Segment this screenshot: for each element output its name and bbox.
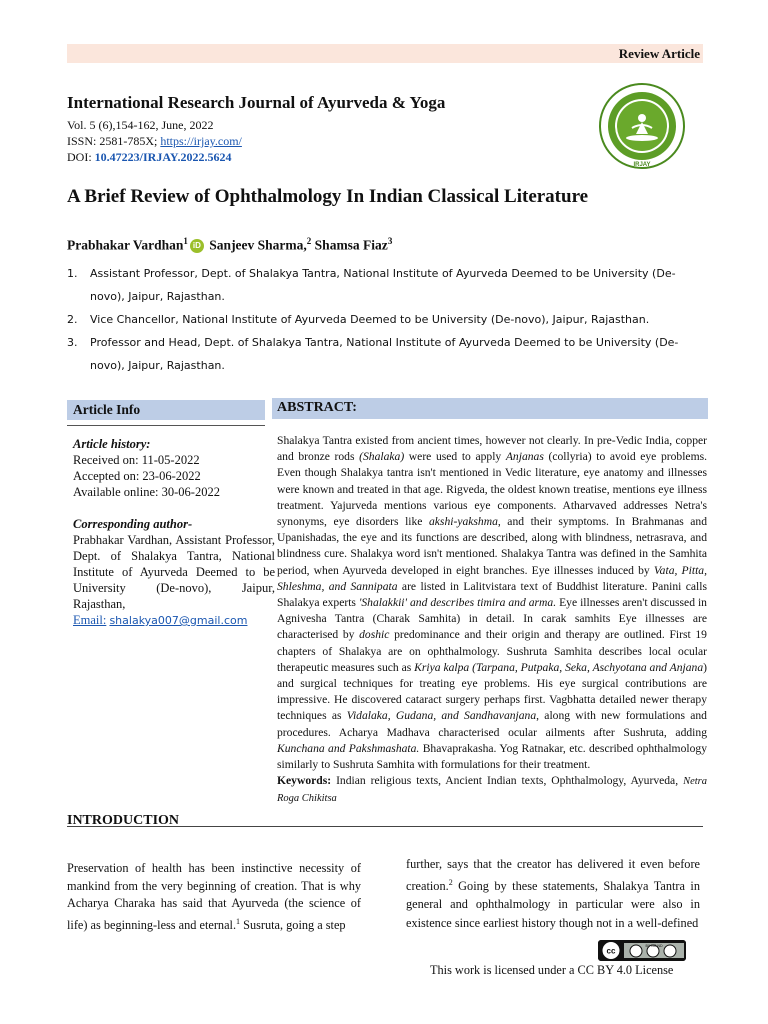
introduction-left-column (67, 860, 361, 935)
author-name: Sanjeev Sharma, (209, 237, 307, 253)
cc-license-icon[interactable] (598, 940, 686, 961)
email-label: Email: (73, 613, 107, 627)
intro-text: Going by these statements, Shalakya Tantra in general and ophthalmology in particular were also in existence since earliest history though not in a well-defined (406, 878, 700, 930)
citation-marker[interactable]: 2 (448, 877, 453, 887)
abstract-italic-term: Vata, Pitta, Shleshma, and Sannipata (277, 563, 707, 593)
keywords-line (277, 773, 707, 807)
received-date: Received on: 11-05-2022 (73, 453, 200, 467)
abstract-italic-term: 'Shalakkii' and describes timira and arma. (358, 596, 557, 610)
author-affil-number: 1 (183, 236, 188, 246)
journal-link[interactable]: https://irjay.com/ (160, 134, 242, 148)
intro-text: Preservation of health has been instinctive necessity of mankind from the very beginning of creation. That is why Acharya Charaka has said that Ayurveda (the science of life) as beginning-less and eternal. (67, 861, 361, 933)
logo-acronym: IRJAY (633, 162, 651, 168)
introduction-heading: INTRODUCTION (67, 813, 180, 828)
journal-title: International Research Journal of Ayurveda & Yoga (67, 93, 446, 112)
online-date: Available online: 30-06-2022 (73, 485, 220, 499)
abstract-italic-term: (Shalaka) (359, 450, 405, 464)
cc-badge-labels: BY NC ND (645, 944, 663, 948)
abstract-heading: ABSTRACT: (272, 398, 708, 419)
issn-line (67, 133, 242, 149)
abstract-italic-term: Anjanas (505, 450, 544, 464)
keywords-text: Indian religious texts, Ancient Indian texts, Ophthalmology, Ayurveda, (331, 774, 684, 788)
email-line (73, 612, 275, 629)
affiliation-text: Professor and Head, Dept. of Shalakya Tantra, National Institute of Ayurveda Deemed to be University (De-novo), Jaipur, Rajasthan. (90, 336, 679, 372)
intro-text: Susruta, going a step (240, 918, 346, 933)
article-info-body (73, 436, 275, 629)
header-band (67, 44, 703, 63)
license-text: This work is licensed under a CC BY 4.0 License (430, 963, 674, 977)
affiliation-item (67, 262, 707, 308)
doi-link[interactable]: 10.47223/IRJAY.2022.5624 (94, 150, 232, 164)
volume-line: Vol. 5 (6),154-162, June, 2022 (67, 118, 214, 132)
author-affil-number: 3 (387, 236, 393, 246)
citation-marker[interactable]: 1 (236, 917, 241, 927)
svg-text:cc: cc (606, 946, 616, 956)
corresponding-author-text: Prabhakar Vardhan, Assistant Professor, Dept. of Shalakya Tantra, National Institute of Ayurveda Deemed to be University (De-novo), Jaipur, Rajasthan, (73, 533, 275, 611)
orcid-icon[interactable]: iD (190, 239, 204, 253)
journal-logo (598, 82, 686, 170)
article-info-heading: Article Info (67, 400, 265, 420)
paper-title: A Brief Review of Ophthalmology In Indian Classical Literature (67, 186, 589, 207)
doi-label: DOI: (67, 150, 95, 164)
author-affil-number: 2 (306, 236, 312, 246)
affiliation-number: 2. (67, 313, 78, 326)
accepted-date: Accepted on: 23-06-2022 (73, 469, 201, 483)
introduction-right-column (406, 855, 700, 932)
affiliation-item (67, 331, 707, 377)
abstract-body (277, 433, 707, 808)
article-history-label: Article history: (73, 437, 151, 451)
author-name: Shamsa Fiaz (314, 237, 388, 253)
affiliation-list (67, 262, 707, 377)
corresponding-author-label: Corresponding author- (73, 517, 193, 531)
email-link[interactable]: shalakya007@gmail.com (109, 614, 248, 627)
intro-text: further, says that the creator has delivered it even before creation. (406, 857, 700, 893)
divider (67, 425, 265, 426)
abstract-italic-term: Kunchana and Pakshmashata. (277, 741, 420, 755)
abstract-italic-term: doshic (359, 628, 390, 642)
affiliation-item (67, 308, 707, 331)
abstract-italic-term: akshi-yakshma (428, 515, 498, 529)
abstract-italic-term: Vidalaka, Gudana, and Sandhavanjana (346, 709, 537, 723)
affiliation-number: 3. (67, 336, 78, 349)
affiliation-number: 1. (67, 267, 78, 280)
doi-line (67, 149, 231, 165)
keywords-label: Keywords: (277, 774, 332, 788)
author-name: Prabhakar Vardhan (67, 237, 184, 253)
affiliation-text: Vice Chancellor, National Institute of Ayurveda Deemed to be University (De-novo), Jaipur, Rajasthan. (90, 313, 650, 326)
abstract-text: Shalakya Tantra existed from ancient times, however not clearly. In pre-Vedic India, copper and bronze rods (Shalaka) were used to apply Anjanas (collyria) to avoid eye problems. Even though Shalakya tantra isn't mentioned in Vedic literature, eye anatomy and illnesses were known and treated in that age. Rigveda, the oldest known treatise, mentions eye illness treatment. Yajurveda mentions various eye components. Atharvaved addresses Netra's synonyms, eye disorders like akshi-yakshma, and their symptoms. In Brahmanas and Upanishadas, the eye and its functions are described, along with blindness, netrasrava, and blindness cure. Shalakya word isn't mentioned. Shalakya Tantra was defined in the Samhita period, when Ayurveda developed in eight branches. Eye illnesses induced by Vata, Pitta, Shleshma, and Sannipata are listed in Lalitvistara text of Buddhist literature. Panini calls Shalakya experts 'Shalakkii' and describes timira and arma. Eye illnesses aren't discussed in Agnivesha Tantra (Charak Samhita) in detail. In carak samhits Eye illnesses are characterised by doshic predominance and their origin and therapy are outlined. First 19 chapters of Shalakya are on ophthalmology. Sushruta Samhita describes local ocular therapeutic measures such as Kriya kalpa (Tarpana, Putpaka, Seka, Aschyotana and Anjana) and surgical techniques for treating eye problems. His eye surgical contributions are impressive. He discovered cataract surgery perhaps first. Vagbhatta detailed newer therapy techniques as Vidalaka, Gudana, and Sandhavanjana, along with new formulations and procedures. Acharya Madhava characterised ocular ailments after Sushruta, adding Kunchana and Pakshmashata. Bhavaprakasha. Yog Ratnakar, etc. described ophthalmology similarly to Sushruta Samhita with formulations for their treatment. (277, 434, 708, 772)
affiliation-text: Assistant Professor, Dept. of Shalakya Tantra, National Institute of Ayurveda Deemed to be University (De-novo), Jaipur, Rajasthan. (90, 267, 676, 303)
abstract-italic-term: Kriya kalpa (Tarpana, Putpaka, Seka, Aschyotana and Anjana (414, 660, 704, 674)
author-list (67, 236, 392, 254)
article-type-label: Review Article (618, 46, 700, 61)
keywords-italic: Netra Roga Chikitsa (277, 776, 707, 805)
issn-text: ISSN: 2581-785X; (67, 134, 161, 148)
